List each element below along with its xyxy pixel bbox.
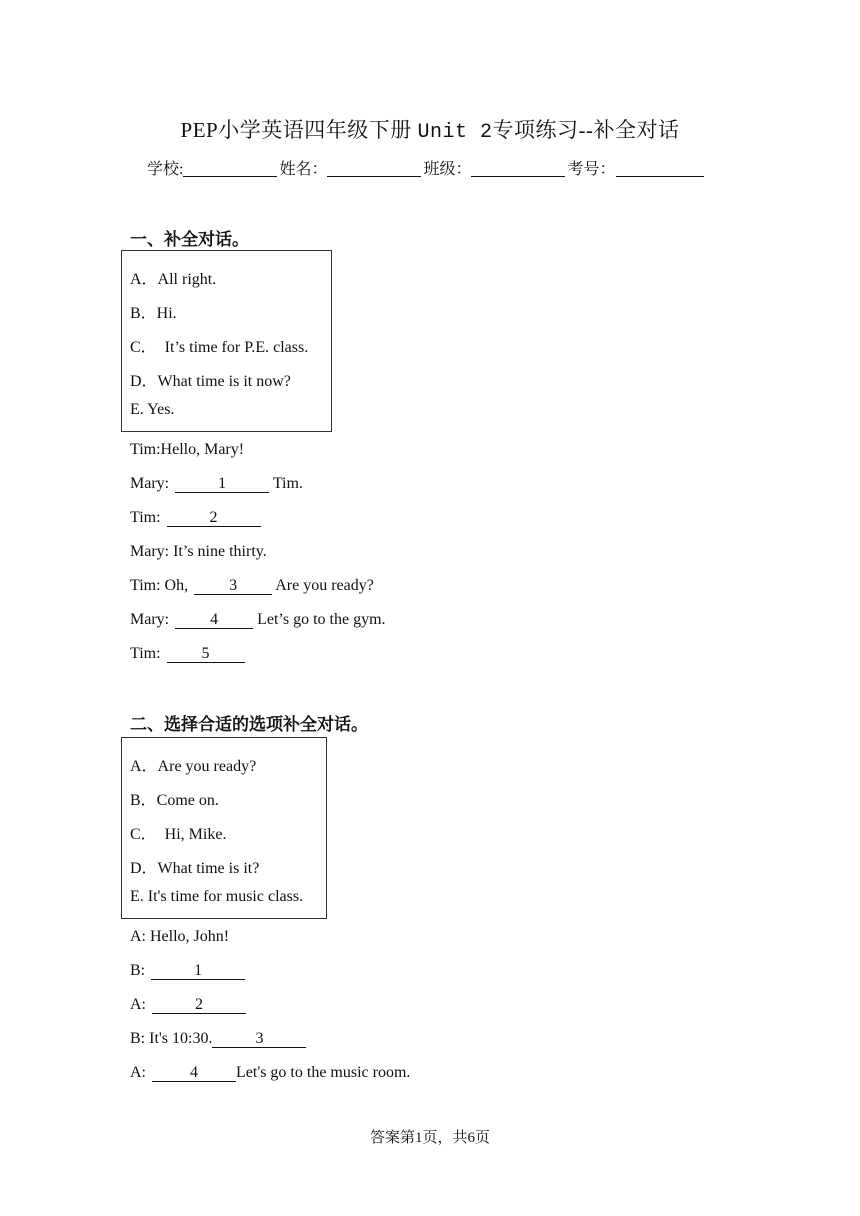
dialogue-line: A: Hello, John!	[130, 928, 230, 945]
dialogue-line: Tim: 2	[130, 509, 261, 527]
section-1-heading: 一、补全对话。	[130, 230, 249, 250]
section-1-options-box	[121, 250, 332, 432]
option-d: D．What time is it?	[130, 860, 260, 877]
page-title: PEP小学英语四年级下册 Unit 2专项练习--补全对话	[180, 118, 680, 144]
option-e: E. Yes.	[130, 401, 175, 418]
option-e: E. It's time for music class.	[130, 888, 304, 905]
exam-number-blank[interactable]	[616, 160, 704, 177]
answer-blank[interactable]: 4	[175, 611, 253, 629]
section-2-heading: 二、选择合适的选项补全对话。	[130, 715, 368, 735]
option-a: A．All right.	[130, 271, 217, 288]
name-label: 姓名：	[279, 161, 328, 178]
dialogue-line: Mary: It’s nine thirty.	[130, 543, 267, 560]
dialogue-line: B: It's 10:30. 3	[130, 1030, 306, 1048]
answer-blank[interactable]: 2	[167, 509, 261, 527]
class-label: 班级：	[423, 161, 472, 178]
answer-blank[interactable]: 5	[167, 645, 245, 663]
name-blank[interactable]	[327, 160, 421, 177]
student-info-row	[147, 156, 706, 179]
dialogue-line: Mary: 4 Let’s go to the gym.	[130, 611, 386, 628]
option-c: C． It’s time for P.E. class.	[130, 339, 309, 356]
answer-blank[interactable]: 1	[151, 962, 245, 980]
answer-blank[interactable]: 2	[152, 996, 246, 1014]
dialogue-line: Tim: 5	[130, 645, 245, 663]
dialogue-line: Mary: 1 Tim.	[130, 475, 303, 492]
option-c: C． Hi, Mike.	[130, 826, 227, 843]
option-b: B．Come on.	[130, 792, 219, 809]
school-label: 学校:	[147, 161, 184, 178]
dialogue-line: B: 1	[130, 962, 245, 980]
answer-blank[interactable]: 3	[212, 1030, 306, 1048]
class-blank[interactable]	[471, 160, 565, 177]
option-b: B．Hi.	[130, 305, 177, 322]
option-d: D．What time is it now?	[130, 373, 291, 390]
exam-number-label: 考号：	[567, 161, 616, 178]
section-2-options-box	[121, 737, 327, 919]
dialogue-line: Tim: Oh, 3 Are you ready?	[130, 577, 374, 594]
page-footer: 答案第1页，共6页	[369, 1130, 490, 1146]
answer-blank[interactable]: 1	[175, 475, 269, 493]
option-a: A．Are you ready?	[130, 758, 257, 775]
dialogue-line: A: 2	[130, 996, 246, 1014]
dialogue-line: Tim:Hello, Mary!	[130, 441, 245, 458]
answer-blank[interactable]: 3	[194, 577, 272, 595]
answer-blank[interactable]: 4	[152, 1064, 236, 1082]
school-blank[interactable]	[183, 160, 277, 177]
dialogue-line: A: 4 Let's go to the music room.	[130, 1064, 411, 1081]
